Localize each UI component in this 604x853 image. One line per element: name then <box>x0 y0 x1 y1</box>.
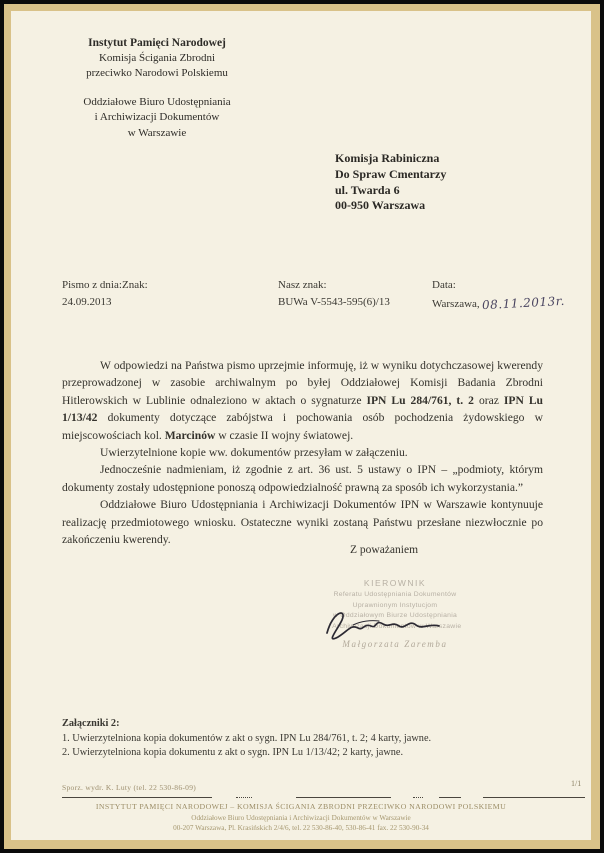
body-paragraph-2: Uwierzytelnione kopie ww. dokumentów przesyłam w załączeniu. <box>100 445 408 459</box>
reference-letter-date-value: 24.09.2013 <box>62 295 112 308</box>
letterhead <box>51 35 263 141</box>
letterhead-office-line1: Oddziałowe Biuro Udostępniania <box>83 95 231 108</box>
reference-our-ref-value: BUWa V-5543-595(6)/13 <box>278 295 390 308</box>
body-paragraph-1: W odpowiedzi na Państwa pismo uprzejmie informuję, iż w wyniku dotychczasowej kwerendy przeprowadzonej w zasobie archiwalnym po byłej Oddziałowej Komisji Badania Zbrodni Hitlerowskich w Lublinie odnaleziono w aktach o sygnaturze IPN Lu 284/761, t. 2 oraz IPN Lu 1/13/42 dokumenty dotyczące zabójstwa i pochowania osób pochodzenia żydowskiego w miejscowościach kol. Marcinów w czasie II wojny światowej. <box>62 359 543 442</box>
stamp-line4: w Oddziałowym Biurze Udostępniania <box>332 612 458 620</box>
attachments-heading: Załączniki 2: <box>62 718 120 729</box>
reference-date-city: Warszawa, <box>432 297 480 310</box>
letter-page <box>11 11 591 840</box>
footer-line3: 00-207 Warszawa, Pl. Krasińskich 2/4/6, tel. 22 530-86-40, 530-86-41 fax. 22 530-90-34 <box>173 824 429 833</box>
stamp-line2: Referatu Udostępniania Dokumentów <box>333 591 457 599</box>
footer-line2: Oddziałowe Biuro Udostępniania i Archiwizacji Dokumentów w Warszawie <box>191 813 411 822</box>
recipient-line3: ul. Twarda 6 <box>335 182 400 197</box>
body-paragraph-4: Oddziałowe Biuro Udostępniania i Archiwizacji Dokumentów IPN w Warszawie kontynuuje realizację przedmiotowego wniosku. Ostateczne wyniki zostaną Państwu przesłane niezwłocznie po zakończeniu kwerendy. <box>62 498 543 546</box>
stamp-line5: i Archiwizacji Dokumentów w Warszawie <box>328 622 462 630</box>
reference-date-label: Data: <box>432 279 456 291</box>
attachment-item: 2. Uwierzytelniona kopia dokumentu z akt o sygn. IPN Lu 1/13/42; 2 karty, jawne. <box>62 747 404 759</box>
letterhead-org-line3: przeciwko Narodowi Polskiemu <box>86 67 228 80</box>
recipient-line1: Komisja Rabiniczna <box>335 151 440 165</box>
prepared-by-note: Sporz. wydr. K. Luty (tel. 22 530-86-09) <box>62 783 197 792</box>
body-paragraph-3: Jednocześnie nadmieniam, iż zgodnie z art. 36 ust. 5 ustawy o IPN – „podmioty, którym dokumenty zostały udostępnione ponoszą odpowiedzialność prawną za sposób ich wykorzystania.” <box>62 463 543 494</box>
stamp-line3: Uprawnionym Instytucjom <box>352 601 438 609</box>
recipient-address <box>335 151 446 214</box>
letterhead-office-line2: i Archiwizacji Dokumentów <box>94 111 220 124</box>
letter-body <box>62 357 543 548</box>
signatory-name: Małgorzata Zaremba <box>342 639 448 649</box>
letterhead-office-line3: w Warszawie <box>127 126 187 139</box>
scan-mat <box>4 4 600 849</box>
handwritten-date: 08.11.2013r. <box>482 293 566 312</box>
footer-rule-segment <box>296 797 391 798</box>
footer-rule-segment <box>413 797 423 798</box>
reference-our-ref <box>278 277 390 310</box>
recipient-line2: Do Spraw Cmentarzy <box>335 166 447 181</box>
attachment-item: 1. Uwierzytelniona kopia dokumentów z akt o sygn. IPN Lu 284/761, t. 2; 4 karty, jawne. <box>62 732 432 744</box>
reference-znak <box>122 277 148 294</box>
reference-letter-date <box>62 277 122 310</box>
footer-rule-segment <box>236 797 252 798</box>
stamp-line1: KIEROWNIK <box>363 578 427 588</box>
footer-rule-segment <box>62 797 212 798</box>
letterhead-org-line1: Instytut Pamięci Narodowej <box>88 37 226 49</box>
letter-footer <box>11 801 591 834</box>
reference-date <box>432 277 565 312</box>
footer-rule-segment <box>439 797 461 798</box>
footer-line1: INSTYTUT PAMIĘCI NARODOWEJ – KOMISJA ŚCIGANIA ZBRODNI PRZECIWKO NARODOWI POLSKIEMU <box>95 802 507 811</box>
reference-znak-label: Znak: <box>122 279 148 291</box>
reference-our-ref-label: Nasz znak: <box>278 279 327 291</box>
reference-letter-date-label: Pismo z dnia: <box>62 279 122 291</box>
letterhead-org-line2: Komisja Ścigania Zbrodni <box>98 52 216 65</box>
page-number: 1/1 <box>571 779 582 788</box>
closing-salutation: Z poważaniem <box>350 544 419 556</box>
attachments-section <box>62 717 431 761</box>
footer-rule-segment <box>483 797 585 798</box>
recipient-line4: 00-950 Warszawa <box>335 198 426 213</box>
